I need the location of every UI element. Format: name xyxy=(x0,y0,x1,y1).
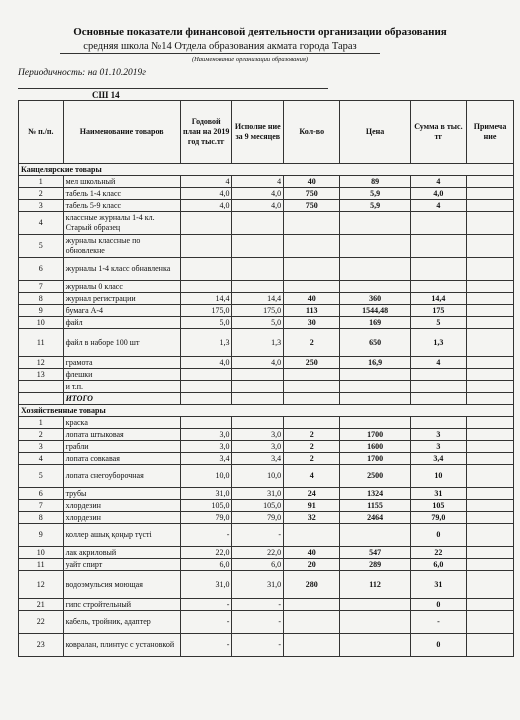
cell-name: кабель, тройник, адаптер xyxy=(63,611,180,634)
cell-number: 8 xyxy=(19,512,64,524)
table-row xyxy=(19,317,514,329)
cell-note xyxy=(467,176,514,188)
cell-price: 1600 xyxy=(340,441,410,453)
cell-note xyxy=(467,281,514,293)
cell-name: трубы xyxy=(63,488,180,500)
cell-sum xyxy=(410,258,466,281)
cell-number: 22 xyxy=(19,611,64,634)
cell-sum: 31 xyxy=(410,571,466,599)
cell-number: 13 xyxy=(19,369,64,381)
cell-sum: 6,0 xyxy=(410,559,466,571)
cell-price: 1700 xyxy=(340,429,410,441)
period-label: Периодичность: на 01.10.2019г xyxy=(18,68,146,78)
cell-name: лак акриловый xyxy=(63,547,180,559)
cell-sum: - xyxy=(410,611,466,634)
cell-plan: 31,0 xyxy=(180,571,232,599)
cell-number: 23 xyxy=(19,634,64,657)
cell-sum xyxy=(410,417,466,429)
section-household-goods xyxy=(19,405,514,417)
cell-sum xyxy=(410,281,466,293)
total-row xyxy=(19,393,514,405)
cell-exec: 3,4 xyxy=(232,453,284,465)
cell-sum: 22 xyxy=(410,547,466,559)
cell-plan xyxy=(180,417,232,429)
cell-qty: 113 xyxy=(284,305,340,317)
organization-name: средняя школа №14 Отдела образования акмата города Тараз xyxy=(60,41,380,54)
table-row xyxy=(19,599,514,611)
cell-name: уайт спирт xyxy=(63,559,180,571)
cell-number: 11 xyxy=(19,559,64,571)
table-row xyxy=(19,235,514,258)
cell-qty: 750 xyxy=(284,200,340,212)
cell-note xyxy=(467,212,514,235)
cell-name: лопата снегоуборочная xyxy=(63,465,180,488)
cell-price: 112 xyxy=(340,571,410,599)
col-plan: Годовой план на 2019 год тыс.тг xyxy=(180,101,232,164)
cell-price: 5,9 xyxy=(340,200,410,212)
cell-qty: 4 xyxy=(284,465,340,488)
cell-qty xyxy=(284,281,340,293)
cell-price xyxy=(340,235,410,258)
cell-name: журналы 1-4 класс обнавленка xyxy=(63,258,180,281)
cell-plan xyxy=(180,212,232,235)
cell-note xyxy=(467,369,514,381)
col-note: Примеча ние xyxy=(467,101,514,164)
table-row xyxy=(19,634,514,657)
cell-note xyxy=(467,634,514,657)
cell-price: 289 xyxy=(340,559,410,571)
cell-note xyxy=(467,293,514,305)
cell-number: 1 xyxy=(19,176,64,188)
cell-note xyxy=(467,611,514,634)
cell-number: 6 xyxy=(19,488,64,500)
cell-plan: 3,4 xyxy=(180,453,232,465)
cell-note xyxy=(467,329,514,357)
cell-plan: - xyxy=(180,524,232,547)
cell-plan: 175,0 xyxy=(180,305,232,317)
cell-exec: - xyxy=(232,524,284,547)
cell-plan xyxy=(180,235,232,258)
cell-name: водоэмульсия моющая xyxy=(63,571,180,599)
total-cell xyxy=(340,393,410,405)
table-row xyxy=(19,524,514,547)
cell-name: хлордезин xyxy=(63,512,180,524)
cell-qty: 750 xyxy=(284,188,340,200)
cell-note xyxy=(467,512,514,524)
cell-price xyxy=(340,212,410,235)
table-header-row xyxy=(19,101,514,164)
table-row xyxy=(19,381,514,393)
cell-qty: 2 xyxy=(284,441,340,453)
cell-qty xyxy=(284,258,340,281)
cell-number: 10 xyxy=(19,547,64,559)
cell-plan: 4 xyxy=(180,176,232,188)
cell-number: 12 xyxy=(19,357,64,369)
table-row xyxy=(19,188,514,200)
cell-plan: 1,3 xyxy=(180,329,232,357)
cell-name: грамота xyxy=(63,357,180,369)
cell-exec xyxy=(232,281,284,293)
cell-number: 11 xyxy=(19,329,64,357)
total-label: ИТОГО xyxy=(63,393,180,405)
col-qty: Кол-во xyxy=(284,101,340,164)
cell-exec: 22,0 xyxy=(232,547,284,559)
cell-sum: 1,3 xyxy=(410,329,466,357)
cell-name: классные журналы 1-4 кл. Старый образец xyxy=(63,212,180,235)
cell-sum: 0 xyxy=(410,634,466,657)
table-row xyxy=(19,305,514,317)
cell-note xyxy=(467,188,514,200)
cell-plan: - xyxy=(180,611,232,634)
cell-price xyxy=(340,417,410,429)
cell-plan: 105,0 xyxy=(180,500,232,512)
cell-note xyxy=(467,357,514,369)
cell-plan: 4,0 xyxy=(180,200,232,212)
cell-sum: 10 xyxy=(410,465,466,488)
cell-sum xyxy=(410,381,466,393)
table-row xyxy=(19,559,514,571)
cell-exec: 1,3 xyxy=(232,329,284,357)
cell-note xyxy=(467,500,514,512)
cell-number: 9 xyxy=(19,524,64,547)
cell-qty: 32 xyxy=(284,512,340,524)
cell-exec: 14,4 xyxy=(232,293,284,305)
cell-price: 169 xyxy=(340,317,410,329)
cell-name: мел школьный xyxy=(63,176,180,188)
cell-number: 2 xyxy=(19,188,64,200)
cell-name: табель 1-4 класс xyxy=(63,188,180,200)
cell-exec: 4,0 xyxy=(232,357,284,369)
cell-qty: 2 xyxy=(284,429,340,441)
cell-name: табель 5-9 класс xyxy=(63,200,180,212)
cell-price: 1700 xyxy=(340,453,410,465)
cell-note xyxy=(467,559,514,571)
cell-price: 2464 xyxy=(340,512,410,524)
cell-name: краска xyxy=(63,417,180,429)
cell-plan: 3,0 xyxy=(180,441,232,453)
cell-sum: 3 xyxy=(410,441,466,453)
cell-exec: 10,0 xyxy=(232,465,284,488)
cell-price xyxy=(340,381,410,393)
cell-note xyxy=(467,200,514,212)
table-row xyxy=(19,429,514,441)
cell-qty: 280 xyxy=(284,571,340,599)
cell-name: журнал регистрации xyxy=(63,293,180,305)
cell-qty: 2 xyxy=(284,329,340,357)
cell-number: 12 xyxy=(19,571,64,599)
total-cell xyxy=(180,393,232,405)
cell-name: ковралан, плинтус с установкой xyxy=(63,634,180,657)
table-row xyxy=(19,417,514,429)
cell-price xyxy=(340,524,410,547)
cell-price xyxy=(340,281,410,293)
cell-note xyxy=(467,547,514,559)
cell-qty xyxy=(284,212,340,235)
cell-price: 547 xyxy=(340,547,410,559)
cell-exec: 31,0 xyxy=(232,488,284,500)
table-row xyxy=(19,281,514,293)
cell-exec: 3,0 xyxy=(232,441,284,453)
cell-number: 6 xyxy=(19,258,64,281)
cell-qty xyxy=(284,417,340,429)
cell-note xyxy=(467,524,514,547)
cell-note xyxy=(467,441,514,453)
cell-plan: - xyxy=(180,599,232,611)
cell-number: 5 xyxy=(19,235,64,258)
table-row xyxy=(19,611,514,634)
cell-sum xyxy=(410,235,466,258)
cell-plan: 31,0 xyxy=(180,488,232,500)
document-title: Основные показатели финансовой деятельности организации образования xyxy=(73,26,447,38)
cell-note xyxy=(467,453,514,465)
cell-sum: 14,4 xyxy=(410,293,466,305)
cell-sum: 4,0 xyxy=(410,188,466,200)
cell-price: 1324 xyxy=(340,488,410,500)
cell-price xyxy=(340,611,410,634)
cell-note xyxy=(467,465,514,488)
cell-note xyxy=(467,317,514,329)
section-household-goods-label: Хозяйственные товары xyxy=(19,405,514,417)
cell-qty xyxy=(284,369,340,381)
cell-sum: 4 xyxy=(410,357,466,369)
cell-price xyxy=(340,599,410,611)
total-cell xyxy=(19,393,64,405)
cell-name: грабли xyxy=(63,441,180,453)
cell-price xyxy=(340,258,410,281)
cell-name: журналы классные по обновлекне xyxy=(63,235,180,258)
cell-sum: 105 xyxy=(410,500,466,512)
cell-exec: 4,0 xyxy=(232,200,284,212)
cell-price: 89 xyxy=(340,176,410,188)
cell-exec xyxy=(232,381,284,393)
cell-number: 4 xyxy=(19,212,64,235)
table-row xyxy=(19,293,514,305)
cell-plan xyxy=(180,281,232,293)
cell-plan xyxy=(180,369,232,381)
cell-qty: 24 xyxy=(284,488,340,500)
cell-qty xyxy=(284,381,340,393)
total-cell xyxy=(284,393,340,405)
cell-exec: 105,0 xyxy=(232,500,284,512)
cell-qty: 40 xyxy=(284,293,340,305)
cell-qty xyxy=(284,611,340,634)
cell-qty: 30 xyxy=(284,317,340,329)
cell-number: 3 xyxy=(19,441,64,453)
cell-qty xyxy=(284,599,340,611)
total-cell xyxy=(467,393,514,405)
col-sum: Сумма в тыс. тг xyxy=(410,101,466,164)
cell-name: лопата совкавая xyxy=(63,453,180,465)
cell-exec: 4 xyxy=(232,176,284,188)
table-row xyxy=(19,571,514,599)
cell-price: 1155 xyxy=(340,500,410,512)
cell-price xyxy=(340,369,410,381)
cell-plan xyxy=(180,258,232,281)
cell-number: 5 xyxy=(19,465,64,488)
cell-number: 8 xyxy=(19,293,64,305)
col-name: Наименование товаров xyxy=(63,101,180,164)
cell-number: 3 xyxy=(19,200,64,212)
table-row xyxy=(19,465,514,488)
cell-price: 2500 xyxy=(340,465,410,488)
cell-qty: 40 xyxy=(284,547,340,559)
cell-note xyxy=(467,571,514,599)
cell-price: 1544,48 xyxy=(340,305,410,317)
cell-qty: 20 xyxy=(284,559,340,571)
cell-sum xyxy=(410,212,466,235)
cell-name: коллер ашық қоңыр түсті xyxy=(63,524,180,547)
finance-table xyxy=(18,100,514,657)
cell-exec: 5,0 xyxy=(232,317,284,329)
divider xyxy=(18,88,328,89)
cell-number: 10 xyxy=(19,317,64,329)
cell-name: и т.п. xyxy=(63,381,180,393)
total-cell xyxy=(410,393,466,405)
table-row xyxy=(19,176,514,188)
cell-number: 1 xyxy=(19,417,64,429)
cell-sum: 5 xyxy=(410,317,466,329)
table-row xyxy=(19,453,514,465)
cell-plan: 5,0 xyxy=(180,317,232,329)
cell-sum: 79,0 xyxy=(410,512,466,524)
cell-plan: 79,0 xyxy=(180,512,232,524)
cell-sum: 3 xyxy=(410,429,466,441)
table-row xyxy=(19,258,514,281)
cell-number xyxy=(19,381,64,393)
table-row xyxy=(19,441,514,453)
cell-name: бумага А-4 xyxy=(63,305,180,317)
cell-exec: - xyxy=(232,611,284,634)
cell-plan: 3,0 xyxy=(180,429,232,441)
cell-plan: 4,0 xyxy=(180,357,232,369)
cell-price: 650 xyxy=(340,329,410,357)
cell-price: 5,9 xyxy=(340,188,410,200)
table-row xyxy=(19,369,514,381)
cell-note xyxy=(467,258,514,281)
cell-number: 4 xyxy=(19,453,64,465)
table-row xyxy=(19,357,514,369)
cell-price: 360 xyxy=(340,293,410,305)
cell-exec xyxy=(232,417,284,429)
cell-qty: 250 xyxy=(284,357,340,369)
cell-number: 21 xyxy=(19,599,64,611)
cell-plan: 22,0 xyxy=(180,547,232,559)
cell-sum: 4 xyxy=(410,176,466,188)
total-cell xyxy=(232,393,284,405)
table-row xyxy=(19,547,514,559)
cell-plan xyxy=(180,381,232,393)
cell-name: файл в наборе 100 шт xyxy=(63,329,180,357)
cell-sum: 0 xyxy=(410,599,466,611)
cell-qty: 2 xyxy=(284,453,340,465)
cell-name: хлордезин xyxy=(63,500,180,512)
col-number: № п./п. xyxy=(19,101,64,164)
cell-sum: 4 xyxy=(410,200,466,212)
cell-plan: 10,0 xyxy=(180,465,232,488)
cell-qty: 91 xyxy=(284,500,340,512)
cell-name: журналы 0 класс xyxy=(63,281,180,293)
cell-note xyxy=(467,381,514,393)
cell-exec: 6,0 xyxy=(232,559,284,571)
cell-note xyxy=(467,429,514,441)
cell-name: гипс стройтельный xyxy=(63,599,180,611)
cell-sum: 31 xyxy=(410,488,466,500)
table-row xyxy=(19,488,514,500)
cell-number: 9 xyxy=(19,305,64,317)
cell-number: 7 xyxy=(19,500,64,512)
cell-name: файл xyxy=(63,317,180,329)
table-row xyxy=(19,500,514,512)
cell-plan: 14,4 xyxy=(180,293,232,305)
organization-caption: (Наименование организации образования) xyxy=(191,56,309,63)
cell-sum xyxy=(410,369,466,381)
cell-name: лопата штыковая xyxy=(63,429,180,441)
cell-exec: 3,0 xyxy=(232,429,284,441)
cell-exec xyxy=(232,258,284,281)
cell-exec: 79,0 xyxy=(232,512,284,524)
cell-plan: - xyxy=(180,634,232,657)
cell-note xyxy=(467,599,514,611)
cell-number: 7 xyxy=(19,281,64,293)
school-name: СШ 14 xyxy=(92,90,120,100)
cell-qty xyxy=(284,235,340,258)
table-row xyxy=(19,512,514,524)
cell-exec: - xyxy=(232,599,284,611)
cell-note xyxy=(467,417,514,429)
cell-note xyxy=(467,235,514,258)
section-office-supplies xyxy=(19,164,514,176)
cell-qty xyxy=(284,634,340,657)
col-exec: Исполне ние за 9 месяцев xyxy=(232,101,284,164)
cell-plan: 6,0 xyxy=(180,559,232,571)
section-office-supplies-label: Канцелярские товары xyxy=(19,164,514,176)
cell-note xyxy=(467,305,514,317)
cell-number: 2 xyxy=(19,429,64,441)
cell-exec: 175,0 xyxy=(232,305,284,317)
col-price: Цена xyxy=(340,101,410,164)
cell-plan: 4,0 xyxy=(180,188,232,200)
cell-sum: 3,4 xyxy=(410,453,466,465)
cell-exec: - xyxy=(232,634,284,657)
cell-note xyxy=(467,488,514,500)
cell-exec xyxy=(232,235,284,258)
cell-exec xyxy=(232,369,284,381)
cell-sum: 175 xyxy=(410,305,466,317)
cell-exec xyxy=(232,212,284,235)
cell-qty: 40 xyxy=(284,176,340,188)
cell-exec: 4,0 xyxy=(232,188,284,200)
cell-price: 16,9 xyxy=(340,357,410,369)
table-row xyxy=(19,329,514,357)
cell-qty xyxy=(284,524,340,547)
cell-exec: 31,0 xyxy=(232,571,284,599)
cell-name: флешки xyxy=(63,369,180,381)
cell-price xyxy=(340,634,410,657)
table-row xyxy=(19,212,514,235)
table-row xyxy=(19,200,514,212)
cell-sum: 0 xyxy=(410,524,466,547)
